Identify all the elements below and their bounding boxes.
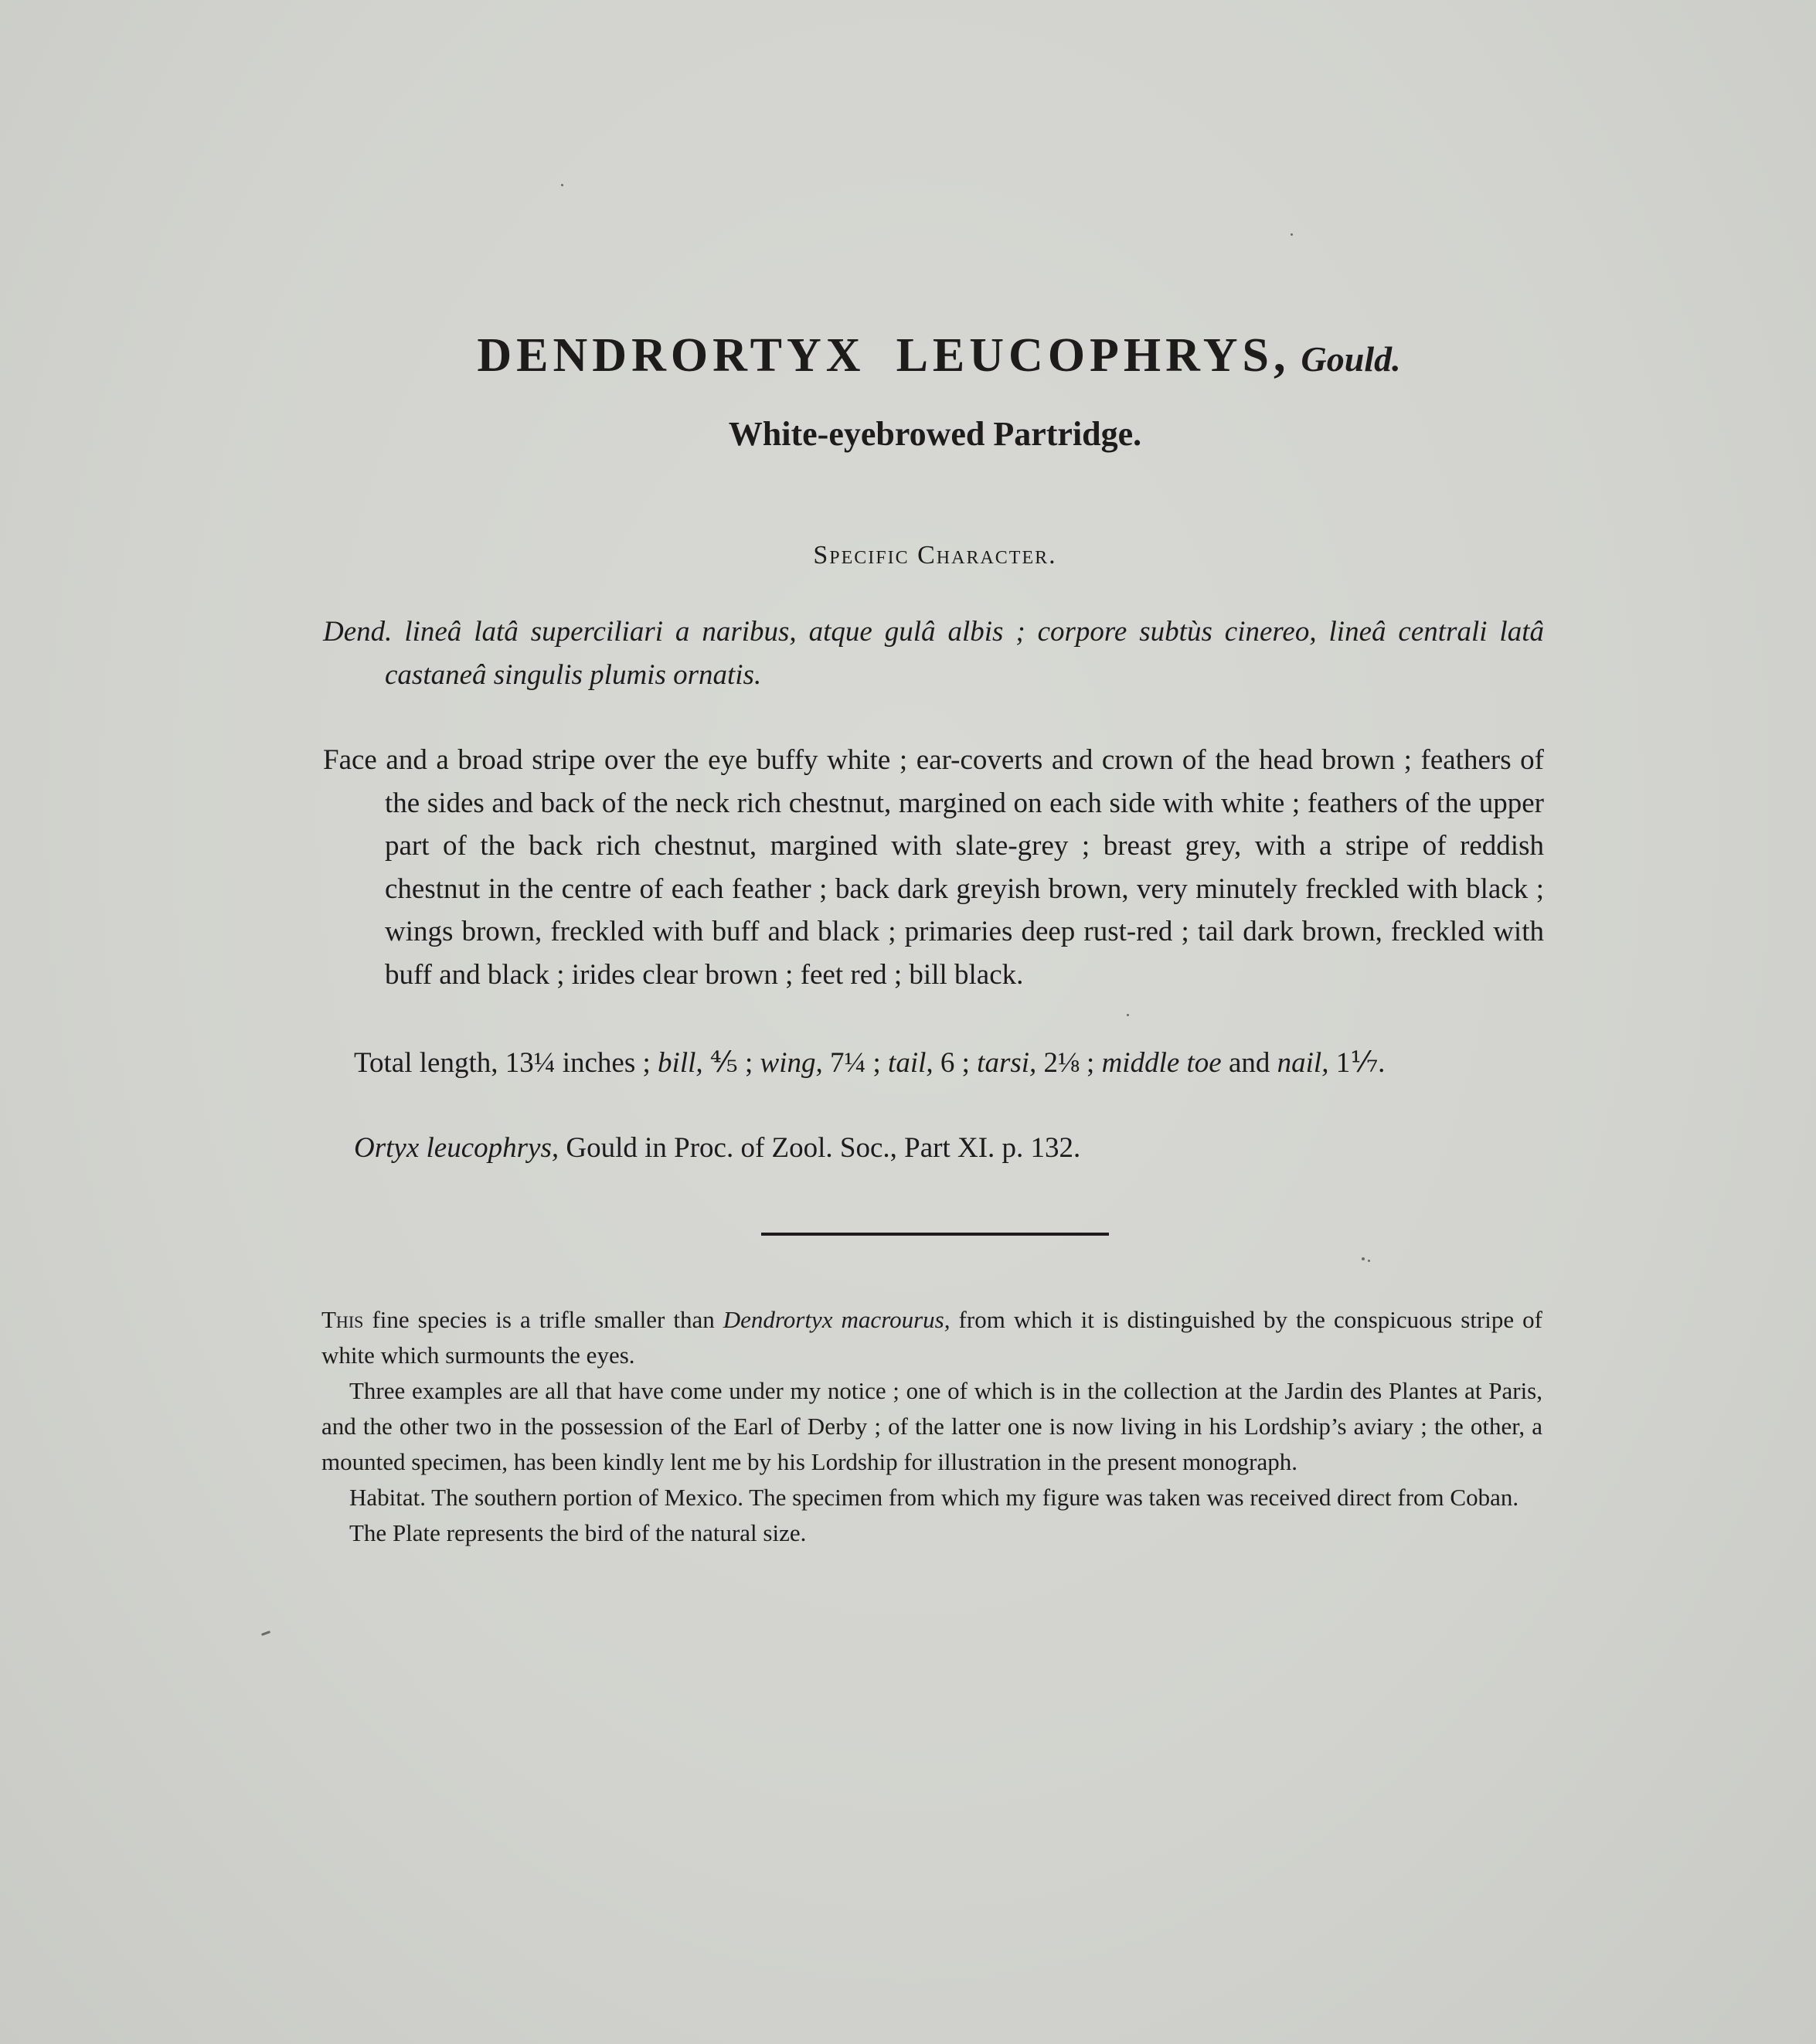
tarsi-value: 2⅛ ;	[1043, 1047, 1095, 1079]
description-text: Face and a broad stripe over the eye buffy white ; ear-coverts and crown of the head brown ; feathers of the sides and back of the neck rich chestnut, margined on each side with white ; feathers of the upper part of the back rich chestnut, margined with slate-grey ; breast grey, with a stripe of reddish chestnut in the centre of each feather ; back dark greyish brown, very minutely freckled with black ; wings brown, freckled with buff and black ; primaries deep rust-red ; tail dark brown, freckled with buff and black ; irides clear brown ; feet red ; bill black.	[323, 744, 1544, 991]
specific-character-heading: Specific Character.	[813, 541, 1057, 570]
synonym-reference: Gould in Proc. of Zool. Soc., Part XI. p. 132.	[566, 1132, 1081, 1164]
common-name: White-eyebrowed Partridge.	[728, 415, 1142, 453]
paper-speck	[1291, 233, 1293, 236]
plate-note: The Plate represents the bird of the natural size.	[349, 1519, 807, 1546]
body-lead-word: This	[321, 1306, 364, 1333]
wing-label: wing,	[760, 1047, 823, 1079]
paper-speck	[1127, 1014, 1129, 1016]
measurements	[354, 1042, 1575, 1084]
habitat-paragraph: Habitat. The southern portion of Mexico. The specimen from which my figure was taken was received direct from Coban.	[349, 1484, 1519, 1511]
synonym-name: Ortyx leucophrys,	[354, 1132, 559, 1164]
species-name: LEUCOPHRYS,	[896, 329, 1291, 382]
latin-diagnosis-text: Dend. lineâ latâ superciliari a naribus, atque gulâ albis ; corpore subtùs cinereo, lineâ centrali latâ castaneâ singulis plumis ornatis.	[323, 616, 1544, 691]
wing-value: 7¼ ;	[830, 1047, 881, 1079]
divider-rule	[761, 1233, 1109, 1236]
latin-diagnosis	[323, 610, 1544, 697]
paper-speck	[1368, 1260, 1370, 1262]
body-paragraph-1-part-2: from which it is distinguished by the conspicuous stripe of white which surmounts the eyes.	[321, 1306, 1543, 1369]
nail-value: 1⅐.	[1335, 1047, 1386, 1079]
tail-value: 6 ;	[940, 1047, 970, 1079]
tail-label: tail,	[888, 1047, 934, 1079]
body-text	[321, 1302, 1542, 1551]
paper-speck	[261, 1631, 270, 1636]
total-length-label: Total length,	[354, 1047, 498, 1079]
bill-value: ⅘ ;	[709, 1047, 753, 1079]
author-name: Gould.	[1301, 339, 1401, 379]
body-paragraph-1-part-1: fine species is a trifle smaller than	[372, 1306, 715, 1333]
genus-name: DENDRORTYX	[477, 329, 865, 382]
tarsi-label: tarsi,	[977, 1047, 1037, 1079]
compared-species: Dendrortyx macrourus,	[723, 1306, 951, 1333]
species-title	[0, 328, 1816, 383]
nail-label: nail,	[1277, 1047, 1329, 1079]
synonym	[354, 1127, 1575, 1169]
paper-speck	[561, 184, 563, 186]
total-length-value: 13¼ inches ;	[505, 1047, 651, 1079]
body-paragraph-1	[321, 1302, 1542, 1373]
middle-toe-label: middle toe	[1101, 1047, 1222, 1079]
bill-label: bill,	[658, 1047, 703, 1079]
body-paragraph-2: Three examples are all that have come under my notice ; one of which is in the collection at the Jardin des Plantes at Paris, and the other two in the possession of the Earl of Derby ; of the latter one is now living in his Lordship’s aviary ; the other, a mounted specimen, has been kindly lent me by his Lordship for illustration in the present monograph.	[321, 1377, 1542, 1475]
paper-speck	[1362, 1257, 1365, 1260]
description	[323, 739, 1544, 996]
and-label: and	[1228, 1047, 1270, 1079]
